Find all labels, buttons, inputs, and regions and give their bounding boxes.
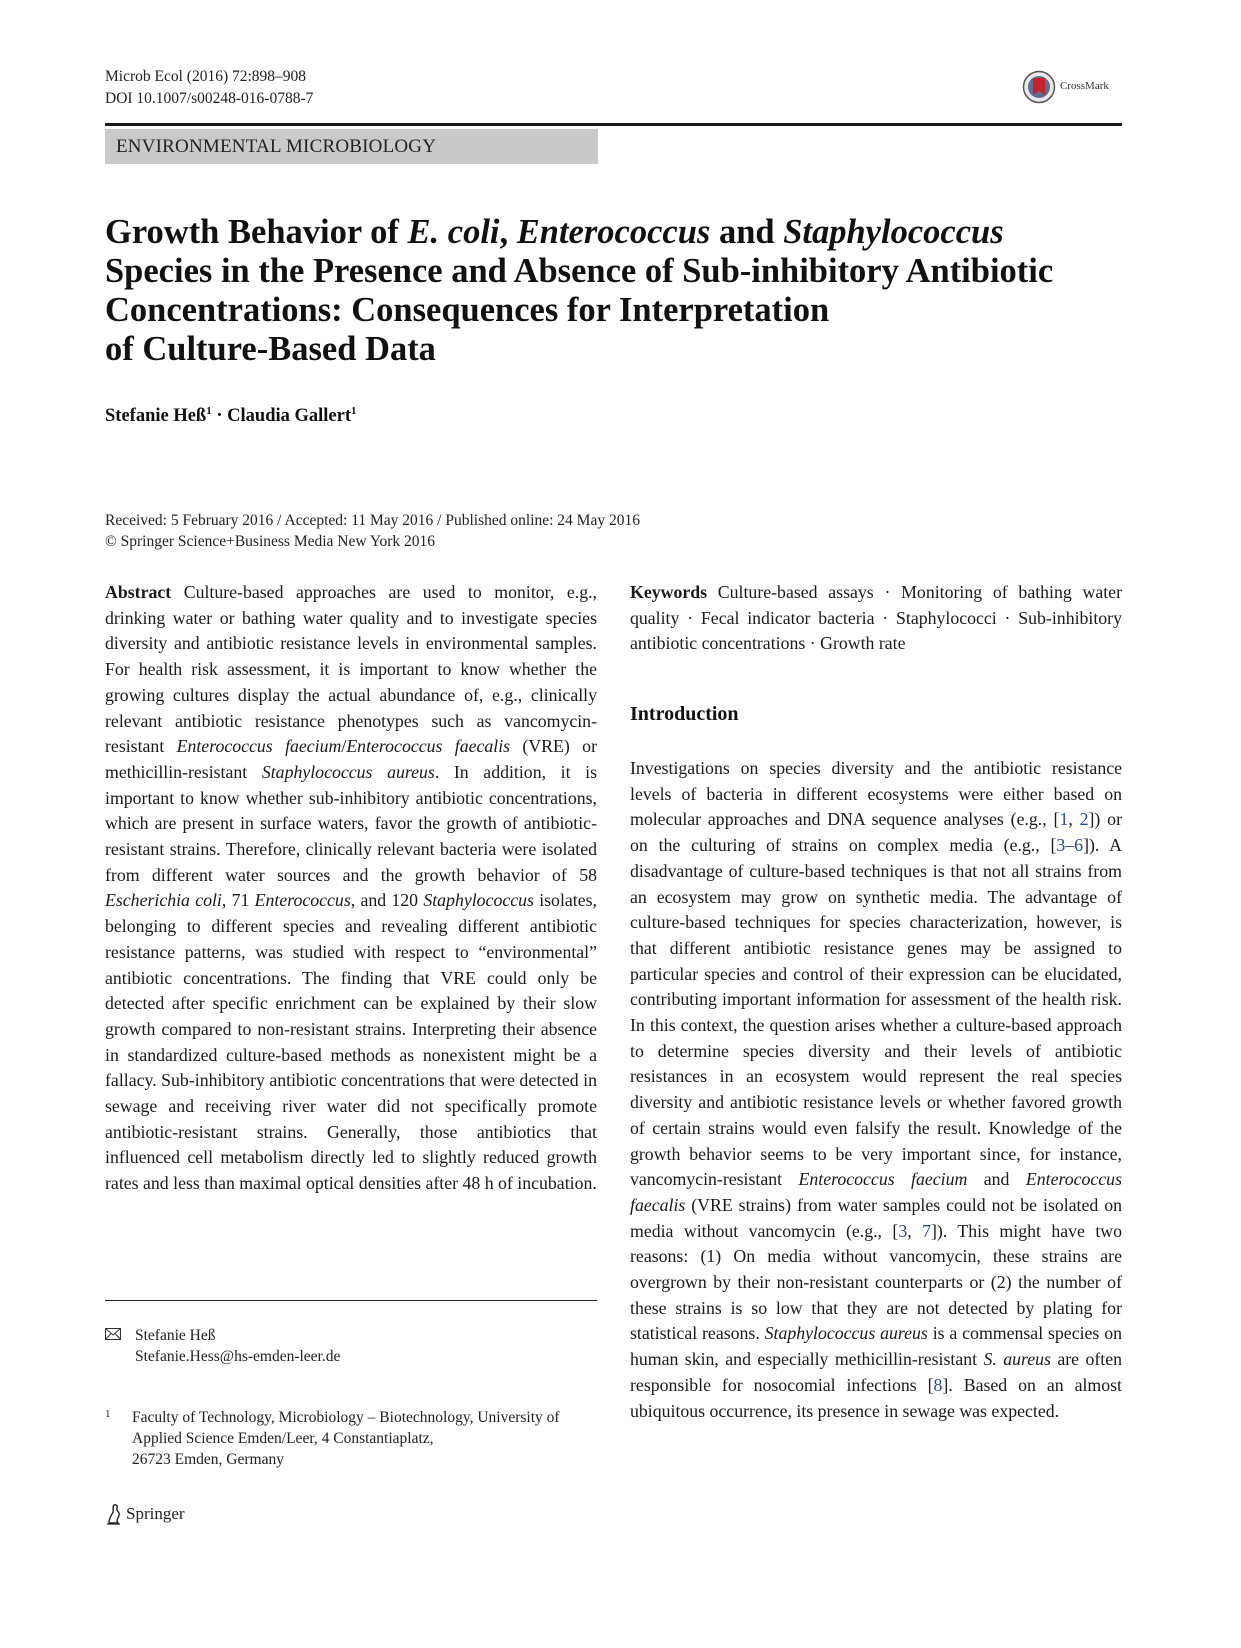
author-separator: · <box>211 406 228 427</box>
springer-horse-icon <box>105 1503 123 1525</box>
author-1-affil: 1 <box>206 405 212 417</box>
introduction-body: Investigations on species diversity and the antibiotic resistance levels of bacteria in different ecosystems were either based on molecular approaches and DNA sequence analyses (e.g., [1, 2]) or on the culturing of strains on complex media (e.g., [3–6]). A disadvantage of culture-based techniques is that not all strains from an ecosystem may grow on synthetic media. The advantage of culture-based techniques for species characterization, however, is that different antibiotic resistance genes may be assigned to particular species and control of their expression can be elucidated, contributing important information for assessment of the health risk. In this context, the question arises whether a culture-based approach to determine species diversity and their levels of antibiotic resistances in an ecosystem would represent the real species diversity and antibiotic resistance levels or whether favored growth of certain strains would even falsify the result. Knowledge of the growth behavior seems to be very important since, for instance, vancomycin-resistant Enterococcus faecium and Enterococcus faecalis (VRE strains) from water samples could not be isolated on media without vancomycin (e.g., [3, 7]). This might have two reasons: (1) On media without vancomycin, these strains are overgrown by their non-resistant counterparts or (2) the number of these strains is so low that they are not detected by plating for statistical reasons. Staphylococcus aureus is a commensal species on human skin, and especially methicillin-resistant S. aureus are often responsible for nosocomial infections [8]. Based on an almost ubiquitous occurrence, its presence in sewage was expected. <box>630 758 1122 1421</box>
affiliation-number: 1 <box>105 1408 111 1420</box>
envelope-icon <box>105 1328 121 1340</box>
keywords-label: Keywords <box>630 582 708 602</box>
doi-line[interactable]: DOI 10.1007/s00248-016-0788-7 <box>105 90 314 107</box>
paper-title <box>105 213 1135 369</box>
crossmark-badge[interactable] <box>1022 70 1132 108</box>
crossmark-icon <box>1022 70 1056 104</box>
copyright-line: © Springer Science+Business Media New York 2016 <box>105 533 436 550</box>
citation-link[interactable]: 3 <box>898 1220 908 1241</box>
publication-dates <box>105 510 640 552</box>
header-rule <box>105 123 1122 126</box>
keywords-text: Culture-based assays · Monitoring of bathing water quality · Fecal indicator bacteria · Staphylococci · Sub-inhibitory antibiotic concentrations · Growth rate <box>630 582 1122 654</box>
crossmark-label: CrossMark <box>1060 80 1109 92</box>
footnote-rule <box>105 1300 597 1301</box>
abstract: Abstract Culture-based approaches are used to monitor, e.g., drinking water or bathing water quality and to investigate species diversity and antibiotic resistance levels in environmental samples. For health risk assessment, it is important to know whether the growing cultures display the actual abundance of, e.g., clinically relevant antibiotic resistance phenotypes such as vancomycin-resistant Enterococcus faecium/Enterococcus faecalis (VRE) or methicillin-resistant Staphylococcus aureus. In addition, it is important to know whether sub-inhibitory antibiotic concentrations, which are present in surface waters, favor the growth of antibiotic-resistant strains. Therefore, clinically relevant bacteria were isolated from different water sources and the growth behavior of 58 Escherichia coli, 71 Enterococcus, and 120 Staphylococcus isolates, belonging to different species and revealing different antibiotic resistance patterns, was studied with respect to “environmental” antibiotic concentrations. The finding that VRE could only be detected after specific enrichment can be explained by their slow growth compared to non-resistant strains. Interpreting their absence in standardized culture-based methods as nonexistent might be a fallacy. Sub-inhibitory antibiotic concentrations that were detected in sewage and receiving river water did not specifically promote antibiotic-resistant strains. Generally, those antibiotics that influenced cell metabolism directly led to slightly reduced growth rates and less than maximal optical densities after 48 h of incubation. <box>105 582 597 1194</box>
author-list <box>105 405 357 427</box>
author-2[interactable]: Claudia Gallert <box>227 406 352 427</box>
citation-link[interactable]: 8 <box>933 1374 943 1395</box>
journal-citation <box>105 66 313 110</box>
introduction-heading: Introduction <box>630 703 739 725</box>
journal-line: Microb Ecol (2016) 72:898–908 <box>105 68 307 85</box>
title-line-4: of Culture-Based Data <box>105 330 436 368</box>
title-line-3: Concentrations: Consequences for Interpretation <box>105 291 830 329</box>
abstract-label: Abstract <box>105 582 172 602</box>
affiliation-line: Faculty of Technology, Microbiology – Biotechnology, University of <box>132 1409 560 1426</box>
section-band <box>105 129 598 164</box>
affiliation-line: 26723 Emden, Germany <box>132 1451 284 1468</box>
title-line-1: Growth Behavior of E. coli, Enterococcus and Staphylococcus <box>105 213 1004 251</box>
citation-link[interactable]: 3–6 <box>1056 835 1084 856</box>
affiliation-line: Applied Science Emden/Leer, 4 Constantiaplatz, <box>132 1430 434 1447</box>
publisher-name: Springer <box>126 1504 185 1523</box>
section-label: ENVIRONMENTAL MICROBIOLOGY <box>116 136 437 157</box>
dates-line: Received: 5 February 2016 / Accepted: 11 May 2016 / Published online: 24 May 2016 <box>105 512 640 529</box>
contact-email[interactable]: Stefanie.Hess@hs-emden-leer.de <box>135 1348 341 1365</box>
citation-link[interactable]: 1 <box>1059 809 1069 830</box>
citation-link[interactable]: 7 <box>922 1220 931 1241</box>
author-2-affil: 1 <box>351 405 357 417</box>
title-line-2: Species in the Presence and Absence of Sub-inhibitory Antibiotic <box>105 252 1054 290</box>
keywords <box>630 580 1122 657</box>
author-1[interactable]: Stefanie Heß <box>105 406 207 427</box>
contact-name: Stefanie Heß <box>135 1327 216 1344</box>
citation-link[interactable]: 2 <box>1079 809 1089 830</box>
